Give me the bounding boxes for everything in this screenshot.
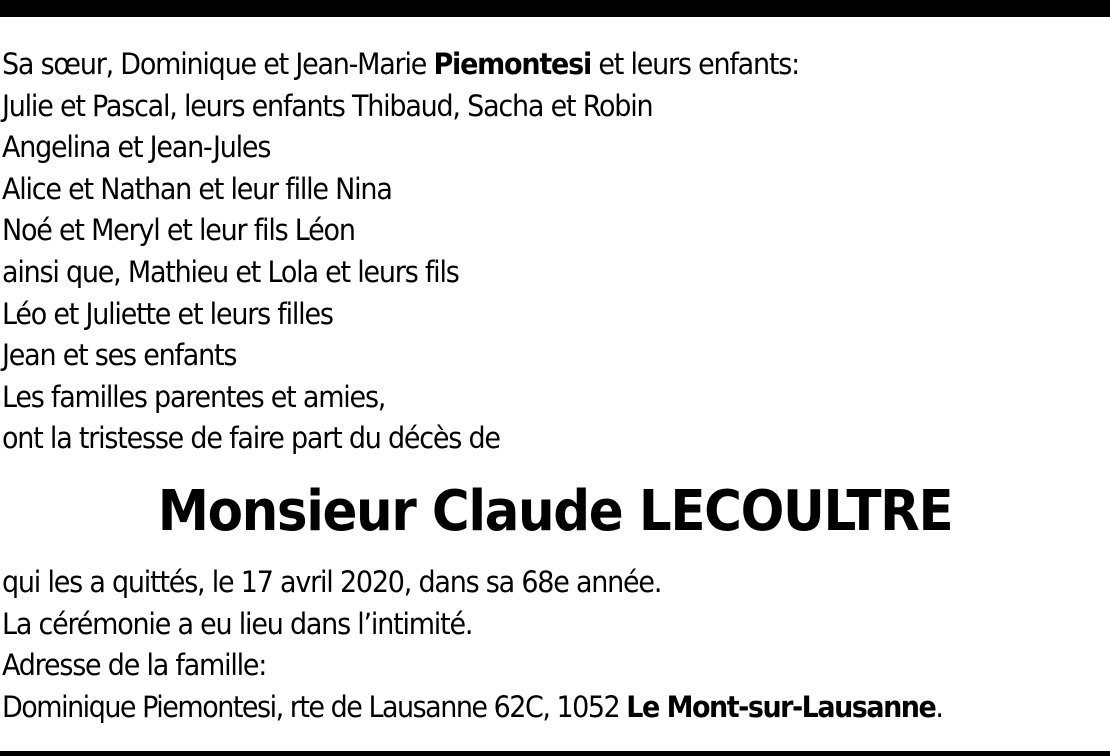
intro-block [2,44,1108,460]
intro-line-4: Alice et Nathan et leur fille Nina [2,171,392,206]
closing-line-3: Adresse de la famille: [2,648,267,683]
intro-line-7: Léo et Juliette et leurs filles [2,296,333,331]
death-notice [2,44,1108,728]
intro-line-10: ont la tristesse de faire part du décès de [2,421,500,456]
intro-line-3: Angelina et Jean-Jules [2,130,271,165]
intro-line-1 [2,44,1031,86]
closing-line-2: La cérémonie a eu lieu dans l’intimité. [2,606,473,641]
bottom-border-rule [0,751,1110,756]
intro-line-5: Noé et Meryl et leur fils Léon [2,213,355,248]
address-period: . [935,689,943,724]
intro-line-8: Jean et ses enfants [2,338,237,373]
intro-line-1-text-start: Sa sœur, Dominique et Jean-Marie [2,47,434,81]
intro-line-6: ainsi que, Mathieu et Lola et leurs fils [2,254,459,289]
address-locality: Le Mont-sur-Lausanne [626,689,936,724]
family-address-line [2,687,1031,729]
intro-line-1-text-end: et leurs enfants: [591,47,799,81]
deceased-name: Monsieur Claude LECOULTRE [157,478,953,544]
closing-line-1: qui les a quittés, le 17 avril 2020, dans sa 68e année. [2,564,662,599]
family-surname: Piemontesi [433,47,592,81]
intro-line-9: Les familles parentes et amies, [2,379,386,414]
top-border-rule [0,0,1110,17]
intro-line-2: Julie et Pascal, leurs enfants Thibaud, Sacha et Robin [2,88,653,123]
closing-block [2,562,1108,728]
address-text: Dominique Piemontesi, rte de Lausanne 62C, 1052 [2,689,627,724]
